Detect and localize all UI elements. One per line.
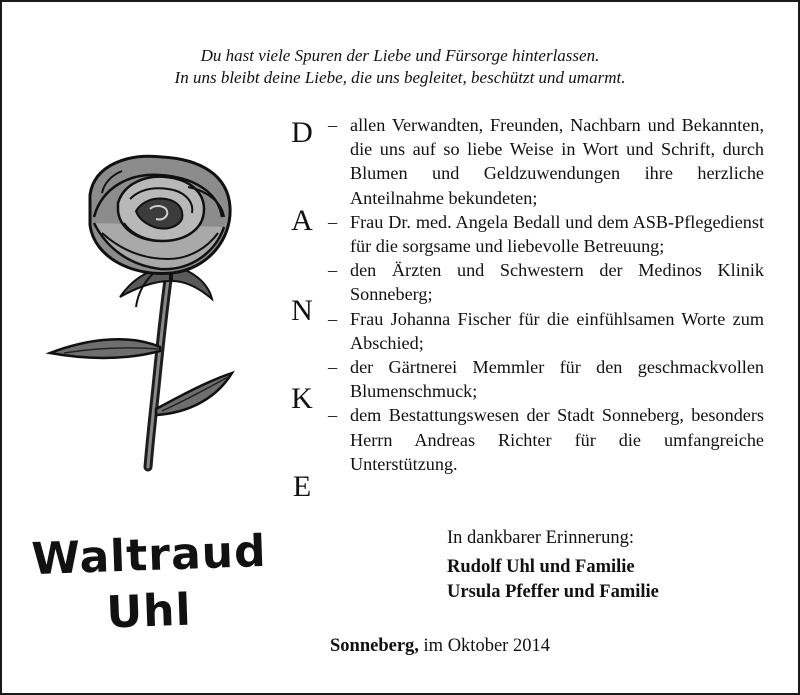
family-line-1: Rudolf Uhl und Familie bbox=[447, 557, 635, 577]
thanks-item: – dem Bestattungswesen der Stadt Sonneberg, besonders Herrn Andreas Richter für die umfangreiche Unterstützung. bbox=[328, 405, 764, 474]
motto bbox=[2, 45, 798, 89]
deceased-last-name: Uhl bbox=[105, 584, 193, 639]
danke-letter-d: D bbox=[291, 116, 313, 149]
motto-line-1: Du hast viele Spuren der Liebe und Fürsorge hinterlassen. bbox=[200, 46, 600, 65]
thanks-item: – Frau Johanna Fischer für die einfühlsamen Worte zum Abschied; bbox=[328, 308, 764, 353]
place: Sonneberg, bbox=[330, 636, 419, 656]
place-date bbox=[330, 636, 550, 657]
thanks-item: – allen Verwandten, Freunden, Nachbarn und Bekannten, die uns auf so liebe Weise in Wort und Schrift, durch Blumen und Geldzuwendungen ihre herzliche Anteilnahme bekundeten; bbox=[328, 115, 764, 208]
family-line-2: Ursula Pfeffer und Familie bbox=[447, 582, 659, 602]
danke-letter-k: K bbox=[291, 382, 313, 415]
thanks-item: – Frau Dr. med. Angela Bedall und dem ASB-Pflegedienst für die sorgsame und liebevolle Betreuung; bbox=[328, 211, 764, 257]
danke-letter-e: E bbox=[292, 470, 312, 503]
thanks-item: – der Gärtnerei Memmler für den geschmackvollen Blumenschmuck; bbox=[328, 357, 764, 402]
thanks-list bbox=[328, 113, 764, 476]
thanks-item: – den Ärzten und Schwestern der Medinos Klinik Sonneberg; bbox=[328, 260, 764, 305]
deceased-first-name: Waltraud bbox=[30, 525, 268, 586]
danke-letter-a: A bbox=[291, 204, 313, 237]
remembrance-intro: In dankbarer Erinnerung: bbox=[447, 528, 634, 548]
rose-icon bbox=[32, 147, 282, 477]
motto-line-2: In uns bleibt deine Liebe, die uns begleitet, beschützt und umarmt. bbox=[174, 68, 626, 87]
date: im Oktober 2014 bbox=[423, 636, 550, 656]
danke-letter-n: N bbox=[291, 294, 313, 327]
